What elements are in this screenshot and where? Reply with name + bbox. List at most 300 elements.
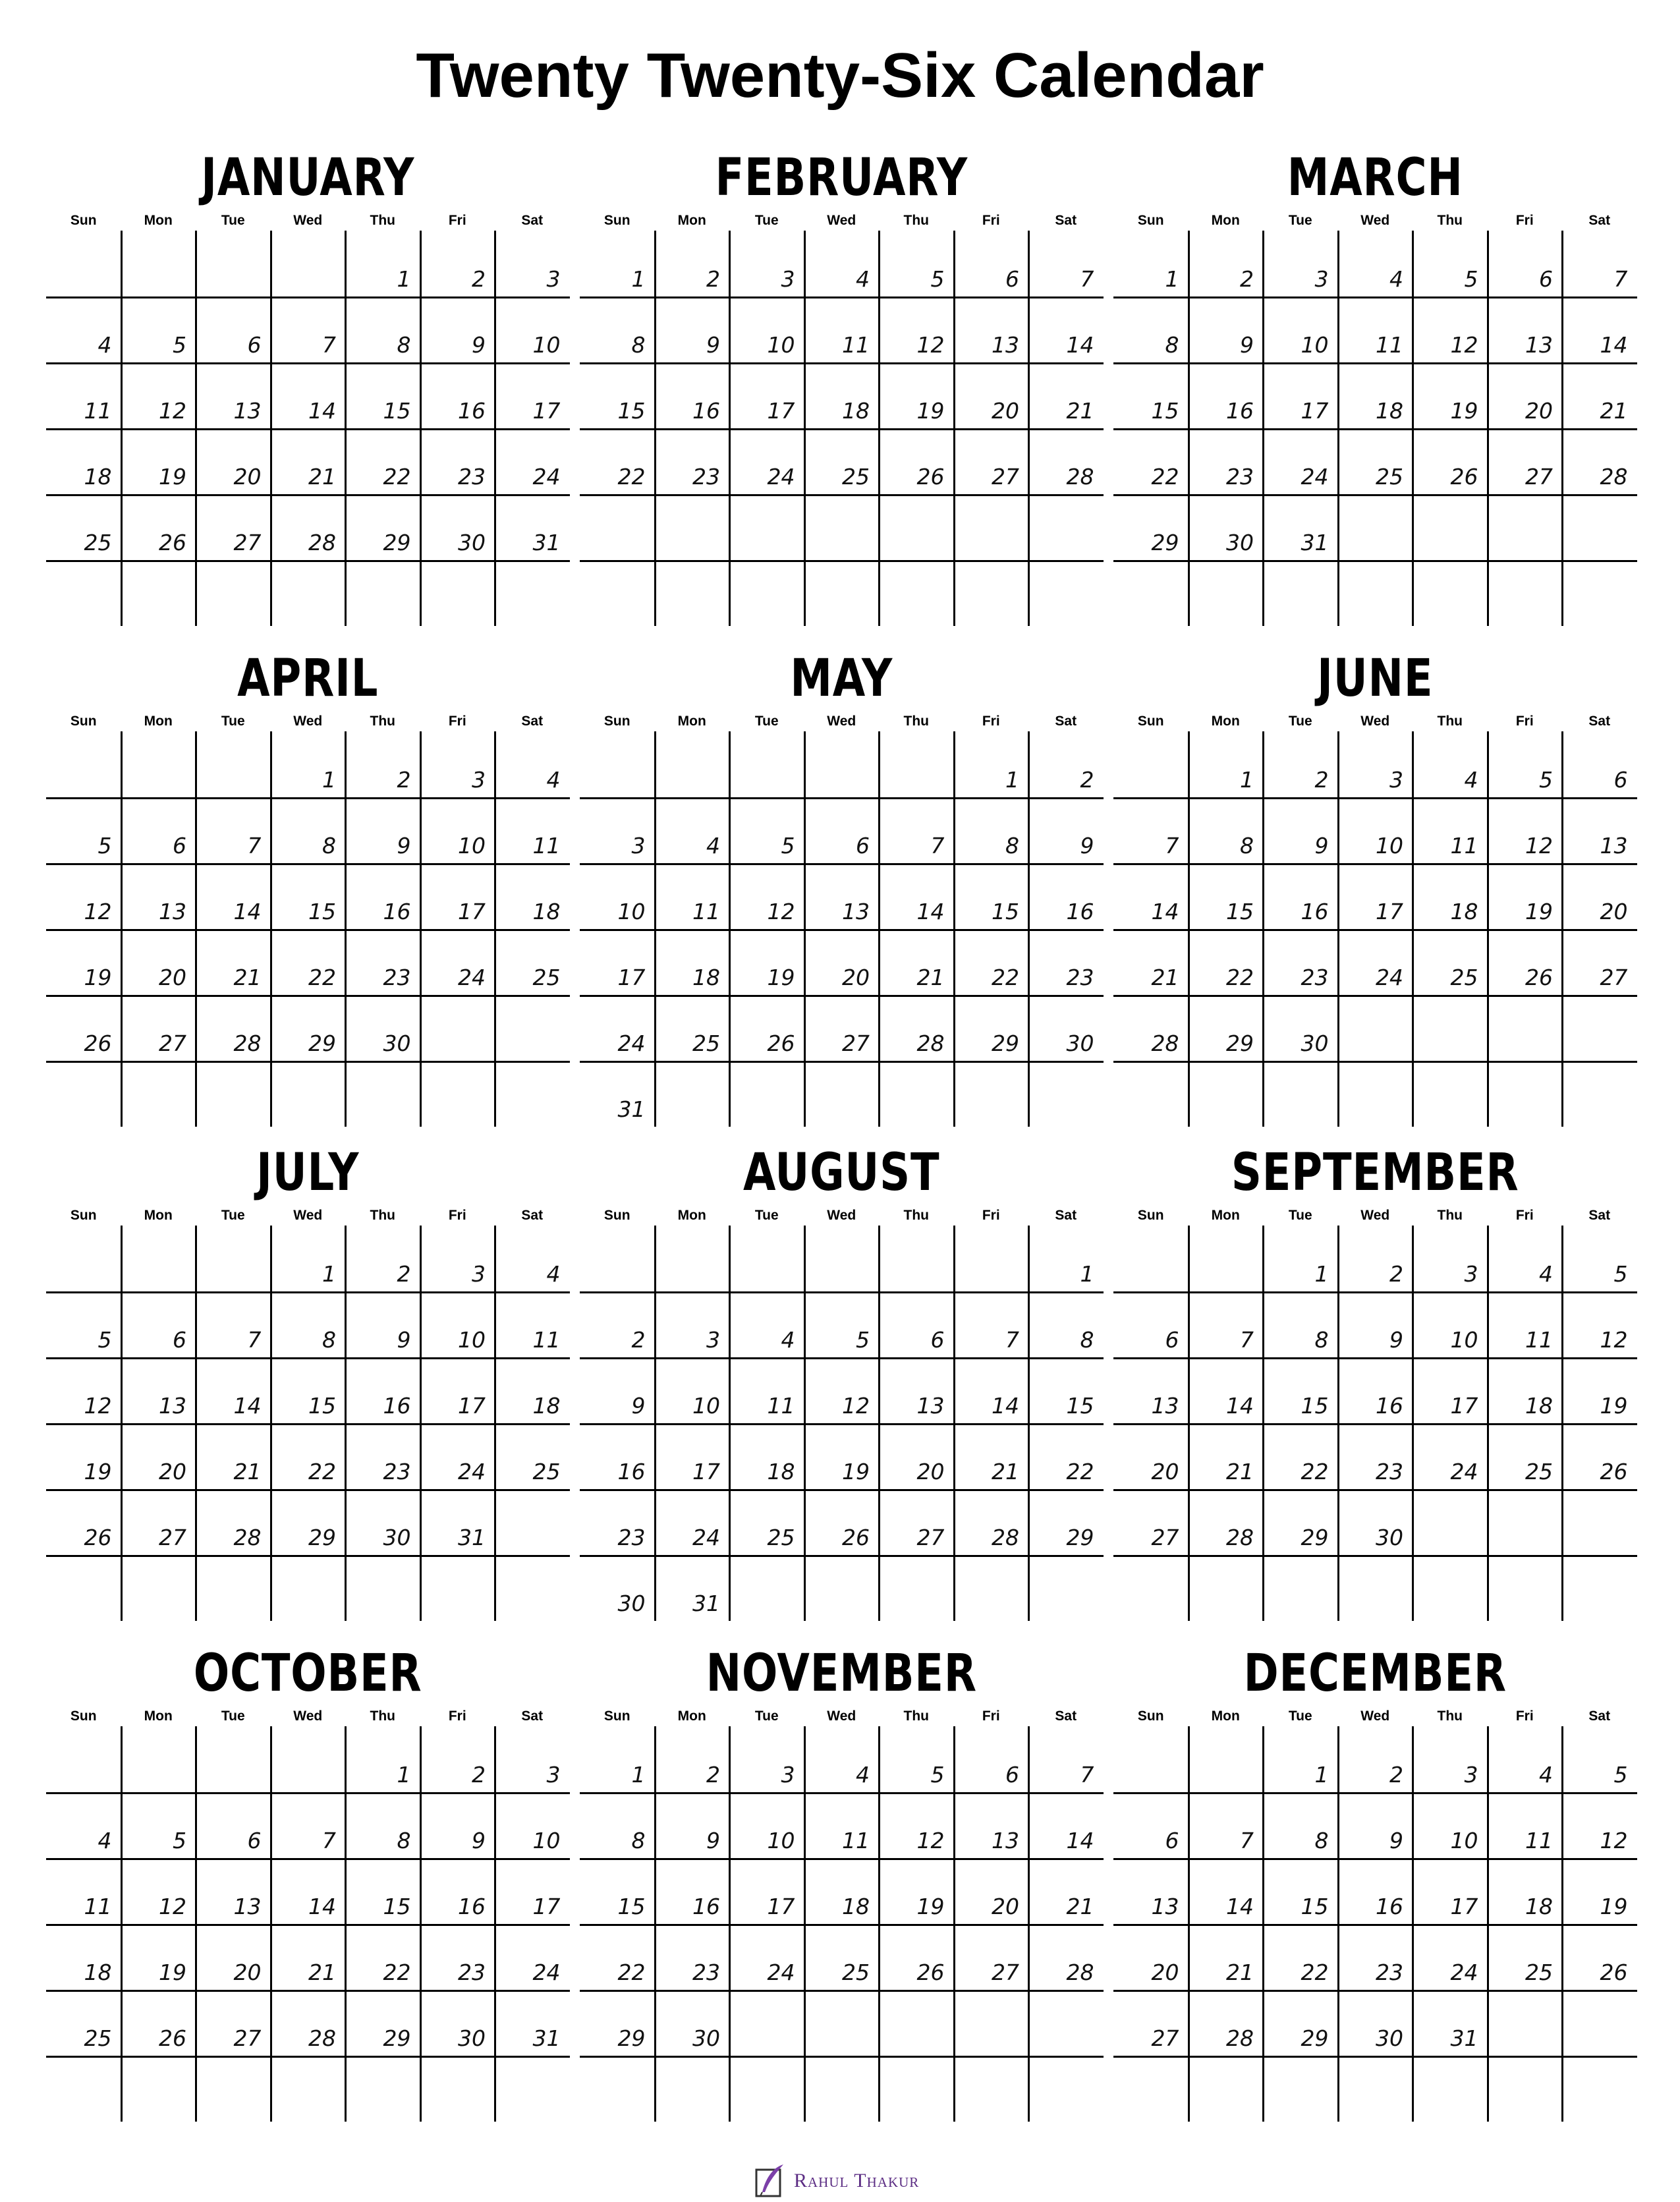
day-number: 14 bbox=[1226, 1393, 1254, 1419]
day-number: 11 bbox=[1525, 1828, 1553, 1853]
day-number: 18 bbox=[532, 1393, 561, 1419]
day-number: 21 bbox=[1600, 398, 1628, 424]
grid-row-line bbox=[1113, 2056, 1637, 2058]
day-number: 10 bbox=[1450, 1327, 1478, 1353]
day-number: 27 bbox=[159, 1030, 186, 1056]
day-number: 15 bbox=[383, 1894, 411, 1919]
day-number: 6 bbox=[1165, 1828, 1179, 1853]
weekday-label: Fri bbox=[1515, 1208, 1534, 1223]
day-grid bbox=[580, 231, 1104, 626]
day-number: 30 bbox=[617, 1591, 646, 1616]
day-number: 11 bbox=[1376, 332, 1403, 358]
day-number: 22 bbox=[1151, 464, 1179, 490]
day-number: 18 bbox=[532, 899, 561, 924]
day-grid bbox=[580, 1726, 1104, 2122]
day-number: 6 bbox=[930, 1327, 945, 1353]
weekday-label: Wed bbox=[1360, 1208, 1390, 1223]
weekday-label: Mon bbox=[677, 1208, 706, 1223]
weekday-label: Wed bbox=[1360, 714, 1390, 729]
day-number: 18 bbox=[1376, 398, 1403, 424]
grid-row-line bbox=[580, 995, 1104, 997]
month-name: AUGUST bbox=[742, 1143, 940, 1202]
day-number: 9 bbox=[472, 1828, 486, 1853]
grid-row-line bbox=[46, 1489, 570, 1491]
grid-row-line bbox=[1113, 1489, 1637, 1491]
day-number: 8 bbox=[1165, 332, 1179, 358]
grid-column-line bbox=[195, 1226, 197, 1621]
day-number: 20 bbox=[233, 464, 262, 490]
grid-row-line bbox=[46, 1924, 570, 1926]
day-number: 6 bbox=[1165, 1327, 1179, 1353]
grid-column-line bbox=[195, 1726, 197, 2122]
day-number: 12 bbox=[1525, 833, 1553, 859]
weekday-label: Sun bbox=[1137, 213, 1164, 228]
grid-column-line bbox=[953, 1226, 955, 1621]
day-number: 11 bbox=[532, 833, 561, 859]
day-number: 6 bbox=[1613, 767, 1628, 793]
day-number: 26 bbox=[916, 464, 945, 490]
day-number: 23 bbox=[383, 1459, 411, 1484]
day-number: 29 bbox=[383, 2025, 411, 2051]
grid-row-line bbox=[580, 494, 1104, 496]
grid-row-line bbox=[46, 1291, 570, 1293]
day-grid bbox=[1113, 1226, 1637, 1621]
day-number: 3 bbox=[546, 266, 561, 292]
weekday-label: Sat bbox=[1588, 1708, 1611, 1724]
day-number: 9 bbox=[1389, 1828, 1403, 1853]
grid-row-line bbox=[46, 1357, 570, 1359]
day-number: 8 bbox=[322, 1327, 336, 1353]
month-march bbox=[1113, 148, 1637, 629]
weekday-label: Tue bbox=[1288, 1708, 1312, 1724]
day-number: 15 bbox=[1151, 398, 1179, 424]
day-number: 20 bbox=[992, 1894, 1019, 1919]
day-number: 22 bbox=[383, 464, 411, 490]
day-number: 20 bbox=[992, 398, 1019, 424]
day-number: 26 bbox=[84, 1525, 112, 1550]
weekday-label: Wed bbox=[293, 714, 323, 729]
weekday-label: Sat bbox=[521, 1208, 544, 1223]
day-number: 7 bbox=[1240, 1327, 1254, 1353]
weekday-label: Fri bbox=[982, 1708, 1000, 1724]
grid-row-line bbox=[580, 362, 1104, 364]
day-number: 3 bbox=[1314, 266, 1329, 292]
day-number: 29 bbox=[383, 530, 411, 555]
day-number: 23 bbox=[692, 1960, 720, 1985]
grid-row-line bbox=[46, 1990, 570, 1992]
day-number: 7 bbox=[322, 1828, 336, 1853]
weekday-label: Sat bbox=[1055, 714, 1077, 729]
day-number: 12 bbox=[1600, 1828, 1628, 1853]
month-july bbox=[46, 1143, 570, 1624]
month-june bbox=[1113, 649, 1637, 1130]
day-number: 17 bbox=[458, 899, 486, 924]
weekday-label: Mon bbox=[677, 1708, 706, 1724]
month-name: APRIL bbox=[237, 649, 379, 708]
day-number: 6 bbox=[1005, 1762, 1019, 1788]
weekday-label: Wed bbox=[1360, 1708, 1390, 1724]
day-number: 23 bbox=[617, 1525, 646, 1550]
day-number: 3 bbox=[781, 266, 795, 292]
day-number: 31 bbox=[1301, 530, 1329, 555]
day-number: 5 bbox=[781, 833, 795, 859]
weekday-label: Fri bbox=[982, 714, 1000, 729]
weekday-label: Fri bbox=[982, 213, 1000, 228]
weekday-label: Thu bbox=[370, 1208, 395, 1223]
day-number: 29 bbox=[1066, 1525, 1094, 1550]
grid-column-line bbox=[804, 731, 806, 1127]
day-number: 5 bbox=[856, 1327, 870, 1353]
weekday-label: Thu bbox=[1437, 1708, 1463, 1724]
grid-column-line bbox=[270, 1726, 272, 2122]
grid-row-line bbox=[46, 863, 570, 865]
grid-column-line bbox=[654, 731, 656, 1127]
weekday-label: Tue bbox=[754, 714, 779, 729]
day-number: 19 bbox=[1600, 1393, 1628, 1419]
month-name: FEBRUARY bbox=[715, 148, 968, 208]
weekday-label: Sat bbox=[1055, 1708, 1077, 1724]
day-number: 31 bbox=[692, 1591, 720, 1616]
day-number: 16 bbox=[383, 1393, 411, 1419]
weekday-label: Fri bbox=[448, 714, 466, 729]
day-number: 26 bbox=[916, 1960, 945, 1985]
month-name: SEPTEMBER bbox=[1231, 1143, 1519, 1202]
day-number: 20 bbox=[233, 1960, 262, 1985]
day-number: 12 bbox=[84, 899, 112, 924]
weekday-label: Wed bbox=[293, 213, 323, 228]
day-number: 19 bbox=[767, 965, 795, 990]
day-number: 12 bbox=[767, 899, 795, 924]
day-number: 30 bbox=[383, 1525, 411, 1550]
day-number: 16 bbox=[1376, 1393, 1403, 1419]
day-number: 28 bbox=[233, 1525, 262, 1550]
day-number: 12 bbox=[159, 1894, 186, 1919]
day-number: 13 bbox=[159, 899, 186, 924]
day-number: 4 bbox=[856, 266, 870, 292]
day-number: 24 bbox=[1450, 1960, 1478, 1985]
month-name: JUNE bbox=[1317, 649, 1434, 708]
day-number: 14 bbox=[916, 899, 945, 924]
day-number: 16 bbox=[458, 1894, 486, 1919]
grid-row-line bbox=[1113, 1555, 1637, 1557]
day-number: 10 bbox=[532, 1828, 561, 1853]
grid-row-line bbox=[1113, 1924, 1637, 1926]
day-number: 21 bbox=[233, 1459, 262, 1484]
day-number: 26 bbox=[1450, 464, 1478, 490]
month-name: MARCH bbox=[1287, 148, 1463, 208]
weekday-label: Sun bbox=[603, 213, 630, 228]
grid-row-line bbox=[580, 929, 1104, 931]
day-number: 5 bbox=[1613, 1261, 1628, 1287]
day-number: 8 bbox=[1240, 833, 1254, 859]
weekday-label: Wed bbox=[827, 1208, 856, 1223]
day-number: 2 bbox=[1314, 767, 1329, 793]
day-number: 28 bbox=[916, 1030, 945, 1056]
day-number: 19 bbox=[1525, 899, 1553, 924]
day-grid bbox=[46, 231, 570, 626]
day-number: 2 bbox=[1389, 1762, 1403, 1788]
day-number: 17 bbox=[617, 965, 646, 990]
day-number: 21 bbox=[992, 1459, 1019, 1484]
grid-column-line bbox=[878, 731, 880, 1127]
day-number: 18 bbox=[767, 1459, 795, 1484]
day-number: 26 bbox=[1600, 1960, 1628, 1985]
day-number: 8 bbox=[631, 332, 646, 358]
month-name: NOVEMBER bbox=[706, 1644, 977, 1703]
day-number: 21 bbox=[1226, 1459, 1254, 1484]
grid-row-line bbox=[1113, 995, 1637, 997]
day-number: 1 bbox=[1314, 1261, 1329, 1287]
day-number: 25 bbox=[1525, 1960, 1553, 1985]
weekday-label: Sat bbox=[1588, 714, 1611, 729]
day-number: 29 bbox=[1301, 2025, 1329, 2051]
weekday-label: Tue bbox=[1288, 714, 1312, 729]
day-number: 24 bbox=[1376, 965, 1403, 990]
day-number: 9 bbox=[706, 332, 720, 358]
month-february bbox=[580, 148, 1104, 629]
brand-name: Rahul Thakur bbox=[794, 2170, 920, 2191]
day-number: 21 bbox=[1226, 1960, 1254, 1985]
day-number: 9 bbox=[1240, 332, 1254, 358]
weekday-label: Thu bbox=[903, 1208, 929, 1223]
day-number: 4 bbox=[546, 1261, 561, 1287]
day-grid bbox=[1113, 1726, 1637, 2122]
day-number: 1 bbox=[1165, 266, 1179, 292]
day-number: 9 bbox=[1389, 1327, 1403, 1353]
day-number: 16 bbox=[1301, 899, 1329, 924]
page-title: Twenty Twenty-Six Calendar bbox=[416, 40, 1264, 111]
day-number: 13 bbox=[1151, 1894, 1179, 1919]
day-number: 13 bbox=[992, 1828, 1019, 1853]
day-number: 28 bbox=[1066, 1960, 1094, 1985]
weekday-label: Thu bbox=[1437, 213, 1463, 228]
weekday-label: Wed bbox=[827, 213, 856, 228]
weekday-label: Fri bbox=[1515, 1708, 1534, 1724]
day-number: 10 bbox=[617, 899, 646, 924]
day-number: 29 bbox=[308, 1030, 336, 1056]
day-number: 18 bbox=[84, 1960, 112, 1985]
weekday-label: Tue bbox=[221, 213, 245, 228]
weekday-label: Mon bbox=[1211, 1708, 1240, 1724]
weekday-label: Mon bbox=[144, 213, 173, 228]
day-number: 8 bbox=[1005, 833, 1019, 859]
weekday-label: Tue bbox=[1288, 213, 1312, 228]
grid-column-line bbox=[121, 731, 123, 1127]
day-number: 10 bbox=[532, 332, 561, 358]
grid-row-line bbox=[46, 1061, 570, 1063]
weekday-label: Wed bbox=[293, 1708, 323, 1724]
day-number: 12 bbox=[159, 398, 186, 424]
weekday-label: Mon bbox=[677, 213, 706, 228]
day-number: 11 bbox=[1450, 833, 1478, 859]
day-number: 4 bbox=[1539, 1261, 1553, 1287]
day-number: 8 bbox=[631, 1828, 646, 1853]
day-number: 31 bbox=[617, 1096, 646, 1122]
day-number: 6 bbox=[247, 332, 262, 358]
day-number: 22 bbox=[383, 1960, 411, 1985]
day-number: 22 bbox=[308, 1459, 336, 1484]
day-number: 13 bbox=[159, 1393, 186, 1419]
day-number: 12 bbox=[916, 1828, 945, 1853]
day-number: 30 bbox=[1301, 1030, 1329, 1056]
day-number: 27 bbox=[233, 2025, 262, 2051]
day-number: 24 bbox=[767, 464, 795, 490]
day-number: 7 bbox=[1240, 1828, 1254, 1853]
day-number: 1 bbox=[1240, 767, 1254, 793]
day-number: 8 bbox=[397, 1828, 411, 1853]
weekday-label: Fri bbox=[448, 213, 466, 228]
day-number: 14 bbox=[1066, 332, 1094, 358]
day-number: 30 bbox=[692, 2025, 720, 2051]
grid-row-line bbox=[46, 995, 570, 997]
month-november bbox=[580, 1644, 1104, 2125]
day-number: 2 bbox=[631, 1327, 646, 1353]
day-number: 23 bbox=[1376, 1960, 1403, 1985]
day-number: 30 bbox=[1226, 530, 1254, 555]
day-number: 9 bbox=[1080, 833, 1094, 859]
day-number: 30 bbox=[1376, 1525, 1403, 1550]
day-number: 20 bbox=[1151, 1960, 1179, 1985]
day-number: 17 bbox=[692, 1459, 720, 1484]
day-number: 9 bbox=[472, 332, 486, 358]
day-number: 5 bbox=[930, 1762, 945, 1788]
day-number: 16 bbox=[383, 899, 411, 924]
day-grid bbox=[46, 1226, 570, 1621]
day-number: 14 bbox=[1151, 899, 1179, 924]
day-number: 10 bbox=[458, 833, 486, 859]
day-number: 21 bbox=[1066, 398, 1094, 424]
day-number: 15 bbox=[1301, 1894, 1329, 1919]
day-number: 21 bbox=[233, 965, 262, 990]
day-number: 4 bbox=[706, 833, 720, 859]
day-number: 4 bbox=[1539, 1762, 1553, 1788]
grid-row-line bbox=[580, 1555, 1104, 1557]
day-number: 7 bbox=[930, 833, 945, 859]
day-grid bbox=[1113, 731, 1637, 1127]
day-number: 12 bbox=[842, 1393, 870, 1419]
weekday-label: Mon bbox=[1211, 1208, 1240, 1223]
day-number: 25 bbox=[767, 1525, 795, 1550]
day-number: 15 bbox=[617, 398, 646, 424]
day-number: 12 bbox=[1450, 332, 1478, 358]
day-number: 16 bbox=[692, 1894, 720, 1919]
day-number: 7 bbox=[1005, 1327, 1019, 1353]
day-number: 29 bbox=[1151, 530, 1179, 555]
day-number: 11 bbox=[842, 332, 870, 358]
day-number: 7 bbox=[1080, 266, 1094, 292]
grid-row-line bbox=[46, 1792, 570, 1794]
day-number: 5 bbox=[1464, 266, 1478, 292]
day-number: 7 bbox=[1613, 266, 1628, 292]
day-number: 18 bbox=[1525, 1393, 1553, 1419]
day-number: 27 bbox=[1525, 464, 1553, 490]
day-number: 18 bbox=[1450, 899, 1478, 924]
grid-row-line bbox=[1113, 929, 1637, 931]
day-grid bbox=[1113, 231, 1637, 626]
weekday-label: Tue bbox=[221, 1208, 245, 1223]
day-number: 19 bbox=[159, 1960, 186, 1985]
day-number: 1 bbox=[322, 767, 336, 793]
grid-row-line bbox=[580, 1990, 1104, 1992]
day-number: 18 bbox=[692, 965, 720, 990]
weekday-label: Sun bbox=[1137, 714, 1164, 729]
grid-column-line bbox=[195, 731, 197, 1127]
day-number: 14 bbox=[233, 899, 262, 924]
day-number: 26 bbox=[842, 1525, 870, 1550]
month-name: JANUARY bbox=[201, 148, 415, 208]
day-number: 2 bbox=[706, 266, 720, 292]
day-number: 19 bbox=[916, 1894, 945, 1919]
day-number: 25 bbox=[842, 464, 870, 490]
day-number: 2 bbox=[1240, 266, 1254, 292]
day-number: 13 bbox=[233, 398, 262, 424]
day-number: 19 bbox=[1600, 1894, 1628, 1919]
day-number: 5 bbox=[930, 266, 945, 292]
day-number: 14 bbox=[1226, 1894, 1254, 1919]
day-number: 25 bbox=[532, 1459, 561, 1484]
day-number: 15 bbox=[992, 899, 1019, 924]
month-name: MAY bbox=[790, 649, 893, 708]
day-number: 7 bbox=[247, 833, 262, 859]
day-number: 2 bbox=[472, 266, 486, 292]
day-number: 20 bbox=[1151, 1459, 1179, 1484]
day-number: 29 bbox=[1301, 1525, 1329, 1550]
grid-row-line bbox=[1113, 1423, 1637, 1425]
day-number: 28 bbox=[1066, 464, 1094, 490]
weekday-label: Wed bbox=[293, 1208, 323, 1223]
grid-row-line bbox=[1113, 1792, 1637, 1794]
day-number: 27 bbox=[1600, 965, 1628, 990]
day-number: 4 bbox=[1464, 767, 1478, 793]
day-number: 27 bbox=[992, 1960, 1019, 1985]
day-number: 3 bbox=[631, 833, 646, 859]
weekday-label: Sun bbox=[603, 1708, 630, 1724]
day-number: 17 bbox=[1301, 398, 1329, 424]
day-number: 1 bbox=[397, 266, 411, 292]
footer-branding bbox=[754, 2161, 919, 2201]
day-number: 20 bbox=[159, 1459, 186, 1484]
weekday-label: Tue bbox=[221, 714, 245, 729]
grid-row-line bbox=[1113, 1858, 1637, 1860]
day-number: 21 bbox=[1066, 1894, 1094, 1919]
day-number: 17 bbox=[767, 1894, 795, 1919]
grid-row-line bbox=[1113, 797, 1637, 799]
day-number: 6 bbox=[856, 833, 870, 859]
day-number: 11 bbox=[532, 1327, 561, 1353]
day-number: 3 bbox=[1389, 767, 1403, 793]
day-number: 3 bbox=[781, 1762, 795, 1788]
grid-row-line bbox=[580, 1291, 1104, 1293]
day-number: 18 bbox=[842, 1894, 870, 1919]
day-number: 5 bbox=[173, 332, 186, 358]
day-number: 22 bbox=[617, 1960, 646, 1985]
day-number: 1 bbox=[397, 1762, 411, 1788]
day-number: 28 bbox=[308, 530, 336, 555]
weekday-label: Fri bbox=[448, 1208, 466, 1223]
grid-row-line bbox=[46, 797, 570, 799]
grid-row-line bbox=[580, 863, 1104, 865]
weekday-label: Sat bbox=[1055, 213, 1077, 228]
day-number: 20 bbox=[159, 965, 186, 990]
day-number: 27 bbox=[1151, 2025, 1179, 2051]
day-number: 24 bbox=[767, 1960, 795, 1985]
day-number: 15 bbox=[1226, 899, 1254, 924]
day-number: 19 bbox=[916, 398, 945, 424]
day-number: 12 bbox=[916, 332, 945, 358]
day-number: 22 bbox=[992, 965, 1019, 990]
weekday-label: Thu bbox=[370, 1708, 395, 1724]
weekday-label: Fri bbox=[1515, 714, 1534, 729]
